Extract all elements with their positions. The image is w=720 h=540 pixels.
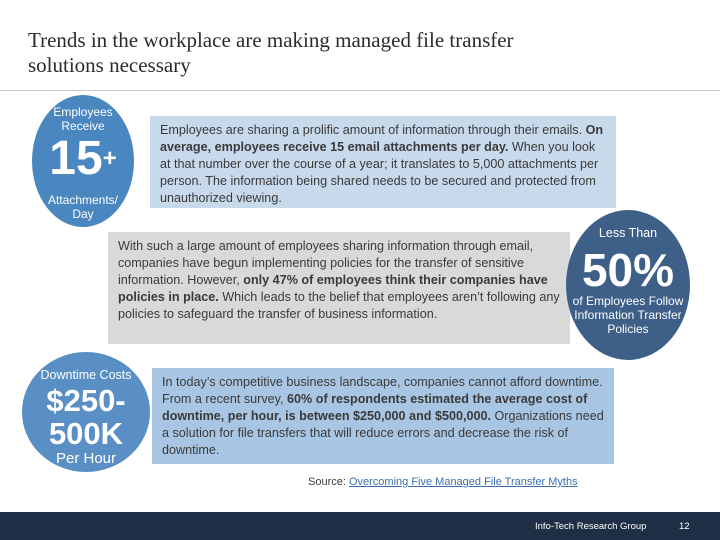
- box-text: In today’s competitive business landscape, companies cannot afford downtime. From a recent survey,: [162, 375, 603, 406]
- stat-label-top: Less Than: [598, 226, 658, 240]
- stat-suffix: +: [102, 145, 117, 172]
- stat-value: [22, 384, 150, 450]
- box-bold-text: only 47% of employees think their companies have policies in place.: [118, 273, 548, 304]
- stat-label-top: Downtime Costs: [40, 368, 132, 382]
- box-text: Which leads to the belief that employees aren’t following any policies to safeguard the transfer of business information.: [118, 290, 560, 321]
- stat-number: 15: [49, 132, 103, 185]
- box-text: When you look at that number over the course of a year; it translates to 5,000 attachments per person. The information being shared needs to be secured and protected from unauthorized viewing.: [160, 140, 599, 205]
- stat-value-line: $250-: [46, 383, 126, 418]
- box-text: Employees are sharing a prolific amount of information through their emails.: [160, 123, 586, 137]
- policies-text-box: [108, 232, 570, 344]
- stat-label-top: Employees Receive: [53, 105, 113, 133]
- downtime-text-box: [152, 368, 614, 464]
- source-label: Source:: [308, 476, 349, 488]
- page-number: 12: [679, 521, 690, 532]
- stat-label-bottom: Attachments/ Day: [47, 193, 119, 221]
- title-divider: [0, 90, 720, 91]
- box-text: Organizations need a solution for file transfers that will reduce errors and decrease the risk of downtime.: [162, 409, 604, 457]
- stat-value: 50%: [581, 244, 675, 296]
- box-bold-text: On average, employees receive 15 email attachments per day.: [160, 123, 604, 154]
- stat-label-bottom: of Employees Follow Information Transfer Policies: [572, 294, 684, 336]
- box-text: With such a large amount of employees sharing information through email, companies have begun implementing policies for the transfer of sensitive information. However,: [118, 239, 534, 287]
- policy-stat-circle: [566, 210, 690, 360]
- box-bold-text: 60% of respondents estimated the average cost of downtime, per hour, is between $250,000 and $500,000.: [162, 392, 588, 423]
- slide-title: Trends in the workplace are making managed file transfer solutions necessary: [28, 28, 514, 77]
- stat-value: [32, 133, 134, 185]
- attachments-stat-circle: [32, 95, 134, 227]
- attachments-text-box: [150, 116, 616, 208]
- footer-org: Info-Tech Research Group: [535, 521, 647, 532]
- source-link[interactable]: Overcoming Five Managed File Transfer Myths: [348, 476, 578, 488]
- stat-label-bottom: Per Hour: [55, 450, 117, 467]
- downtime-stat-circle: [22, 352, 150, 472]
- stat-value-line: 500K: [48, 416, 124, 451]
- source-citation: [308, 476, 578, 488]
- footer-bar: [0, 512, 720, 540]
